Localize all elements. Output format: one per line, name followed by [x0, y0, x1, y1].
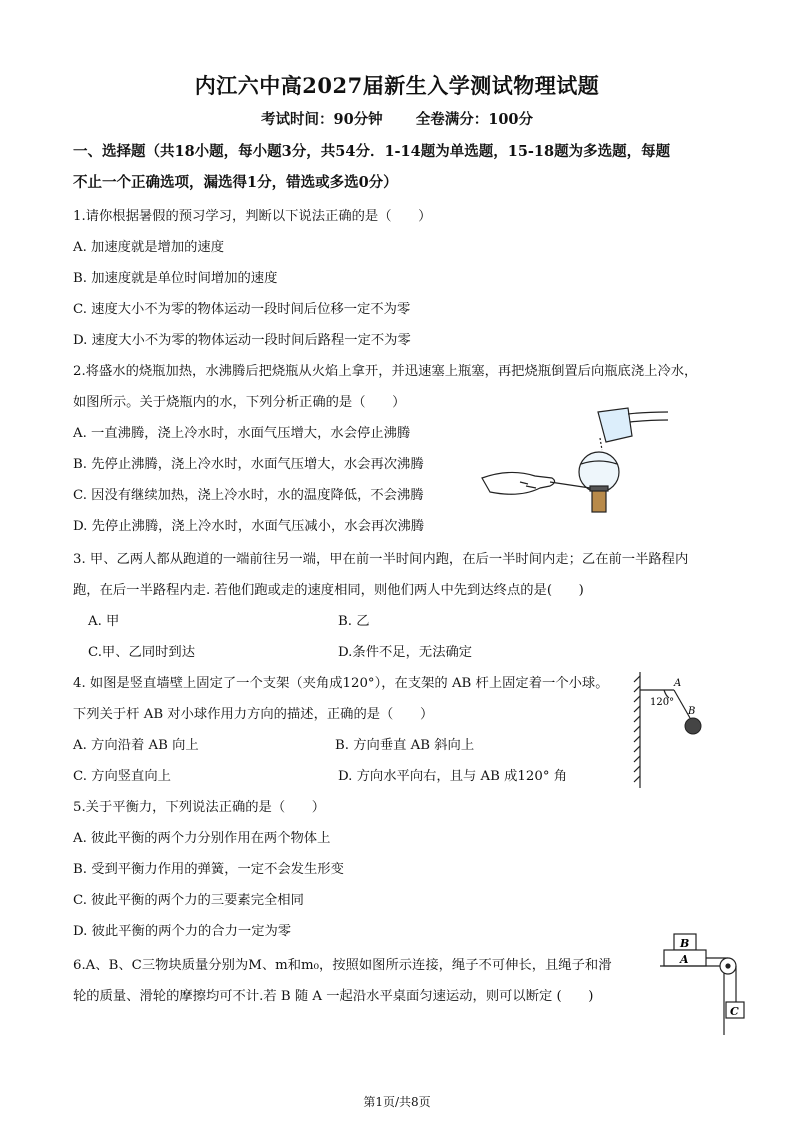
q1-option-a: A. 加速度就是增加的速度 [73, 240, 225, 255]
q4-stem: 4. 如图是竖直墙壁上固定了一个支架（夹角成120°），在支架的 AB 杆上固定着一个小球。 [73, 676, 609, 691]
q4-option-b: B. 方向垂直 AB 斜向上 [335, 738, 475, 753]
q5-option-b: B. 受到平衡力作用的弹簧，一定不会发生形变 [73, 862, 344, 877]
q2-stem: 2.将盛水的烧瓶加热，水沸腾后把烧瓶从火焰上拿开，并迅速塞上瓶塞，再把烧瓶倒置后向瓶底浇上冷水， [73, 364, 698, 379]
fig-angle-label: 120° [650, 697, 675, 708]
q6-stem: 6.A、B、C三物块质量分别为M、m和m₀，按照如图所示连接，绳子不可伸长，且绳子和滑 [73, 958, 612, 973]
q4-stem-cont: 下列关于杆 AB 对小球作用力方向的描述，正确的是（ ） [73, 707, 434, 722]
fig-label-c: C [730, 1005, 739, 1018]
section-heading-cont: 不止一个正确选项，漏选得1分，错选或多选0分） [73, 174, 398, 191]
q5-option-c: C. 彼此平衡的两个力的三要素完全相同 [73, 893, 304, 908]
section-heading: 一、选择题（共18小题，每小题3分，共54分．1-14题为单选题，15-18题为多选题，每题 [73, 143, 671, 160]
q5-stem: 5.关于平衡力，下列说法正确的是（ ） [73, 800, 326, 815]
flask-image [579, 452, 619, 512]
q1-stem: 1.请你根据暑假的预习学习，判断以下说法正确的是（ ） [73, 209, 432, 224]
q3-stem-cont: 跑，在后一半路程内走. 若他们跑或走的速度相同，则他们两人中先到达终点的是( ) [73, 583, 584, 598]
q3-option-d: D.条件不足，无法确定 [338, 645, 473, 660]
q4-option-c: C. 方向竖直向上 [73, 769, 171, 784]
q1-option-c: C. 速度大小不为零的物体运动一段时间后位移一定不为零 [73, 302, 411, 317]
fig-point-b: B [688, 706, 696, 717]
q2-option-a: A. 一直沸腾，浇上冷水时，水面气压增大，水会停止沸腾 [73, 426, 411, 441]
bracket-figure [630, 668, 710, 793]
q5-option-d: D. 彼此平衡的两个力的合力一定为零 [73, 924, 292, 939]
q4-option-a: A. 方向沿着 AB 向上 [73, 738, 199, 753]
q1-option-b: B. 加速度就是单位时间增加的速度 [73, 271, 278, 286]
fig-label-a: A [680, 953, 689, 966]
exam-score: 全卷满分：100分 [415, 111, 534, 128]
exam-info [0, 108, 794, 129]
fig-label-b: B [680, 937, 690, 950]
flask-figure [480, 400, 680, 520]
q6-stem-cont: 轮的质量、滑轮的摩擦均可不计.若 B 随 A 一起沿水平桌面匀速运动，则可以断定 ( ) [73, 989, 594, 1004]
exam-time: 考试时间：90分钟 [260, 111, 383, 128]
beaker-image [598, 408, 668, 450]
page-number: 第1页/共8页 [363, 1095, 431, 1109]
fig-point-a: A [674, 678, 682, 689]
q2-option-b: B. 先停止沸腾，浇上冷水时，水面气压增大，水会再次沸腾 [73, 457, 424, 472]
q5-option-a: A. 彼此平衡的两个力分别作用在两个物体上 [73, 831, 331, 846]
pulley-figure [660, 930, 750, 1040]
q2-option-c: C. 因没有继续加热，浇上冷水时，水的温度降低，不会沸腾 [73, 488, 424, 503]
q2-option-d: D. 先停止沸腾，浇上冷水时，水面气压减小，水会再次沸腾 [73, 519, 425, 534]
q4-option-d: D. 方向水平向右，且与 AB 成120° 角 [338, 769, 567, 784]
q3-option-a: A. 甲 [88, 614, 120, 629]
ball-icon [685, 718, 701, 734]
page-title: 内江六中高2027届新生入学测试物理试题 [194, 73, 600, 98]
q3-option-c: C.甲、乙同时到达 [88, 645, 196, 660]
q3-stem: 3. 甲、乙两人都从跑道的一端前往另一端，甲在前一半时间内跑，在后一半时间内走；乙在前一半路程内 [73, 552, 689, 567]
hand-image [482, 472, 590, 494]
q1-option-d: D. 速度大小不为零的物体运动一段时间后路程一定不为零 [73, 333, 411, 348]
q2-stem-cont: 如图所示。关于烧瓶内的水，下列分析正确的是（ ） [73, 395, 406, 410]
q3-option-b: B. 乙 [338, 614, 370, 629]
